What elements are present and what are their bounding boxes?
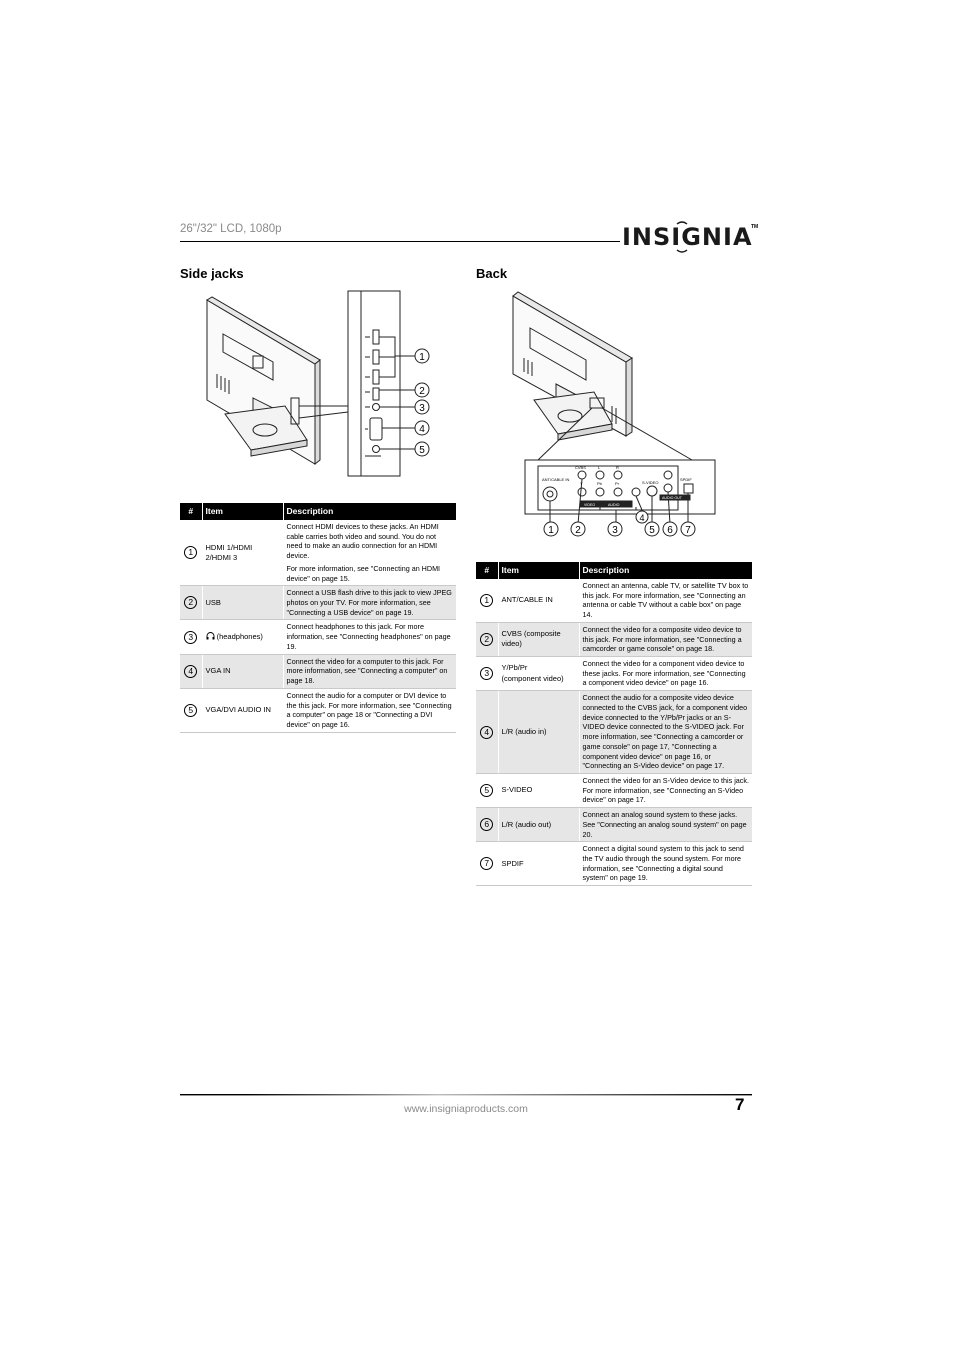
ant-label: ANT/CABLE IN xyxy=(542,477,570,482)
side-callout-4: 4 xyxy=(419,424,425,435)
row-description: Connect the audio for a composite video device connected to the CVBS jack, for a component video device connected to the Y/Pb/Pr jacks or an S-VIDEO device connected to the S-VIDEO jack. For more information, see "Connecting a camcorder or game console" on page 17, "Connecting a component video device" on page 16, or "Connecting an S-Video device" on page 17. xyxy=(579,691,752,774)
row-number: 4 xyxy=(184,665,197,678)
back-table xyxy=(476,562,752,886)
logo-bars-icon xyxy=(675,220,689,256)
row-item: Y/Pb/Pr (component video) xyxy=(498,657,579,691)
spdif-label: SPDIF xyxy=(680,477,692,482)
l-label: L xyxy=(598,465,601,470)
row-description: Connect an analog sound system to these jacks. See "Connecting an analog sound system" on page 20. xyxy=(579,808,752,842)
table-row xyxy=(476,842,752,886)
side-jacks-diagram xyxy=(195,288,440,478)
table-row xyxy=(180,586,456,620)
row-item: L/R (audio out) xyxy=(498,808,579,842)
row-number: 3 xyxy=(184,631,197,644)
table-row xyxy=(180,688,456,732)
table-row xyxy=(476,622,752,656)
col-header-description: Description xyxy=(579,562,752,579)
row-number: 7 xyxy=(480,857,493,870)
table-row xyxy=(476,691,752,774)
col-header-description: Description xyxy=(283,503,456,520)
row-item: HDMI 1/HDMI 2/HDMI 3 xyxy=(202,520,283,586)
side-callout-3: 3 xyxy=(419,403,425,414)
back-callout-3: 3 xyxy=(612,525,618,536)
col-header-item: Item xyxy=(498,562,579,579)
row-description: Connect HDMI devices to these jacks. An HDMI cable carries both video and sound. You do not need to make an audio connection for an HDMI device. For more information, see "Connecting an HDMI device" on page 15. xyxy=(283,520,456,586)
row-description: Connect an antenna, cable TV, or satellite TV box to this jack. For more information, see "Connecting an antenna or cable TV without a cable box" on page 14. xyxy=(579,579,752,622)
row-number: 3 xyxy=(480,667,493,680)
table-row xyxy=(476,657,752,691)
row-item: (headphones) xyxy=(202,620,283,654)
row-number: 1 xyxy=(480,594,493,607)
row-item: USB xyxy=(202,586,283,620)
audio-out-label: AUDIO OUT xyxy=(662,496,682,500)
side-callout-2: 2 xyxy=(419,386,425,397)
side-jacks-table xyxy=(180,503,456,733)
logo-wordmark: INSIGNIA xyxy=(622,223,753,251)
col-header-number: # xyxy=(476,562,498,579)
row-item: ANT/CABLE IN xyxy=(498,579,579,622)
pr-label: Pr xyxy=(615,481,619,486)
row-number: 2 xyxy=(480,633,493,646)
side-callout-5: 5 xyxy=(419,445,425,456)
side-callout-1: 1 xyxy=(419,352,425,363)
logo-trademark: TM xyxy=(751,224,759,230)
row-item: CVBS (composite video) xyxy=(498,622,579,656)
row-item: S-VIDEO xyxy=(498,773,579,807)
col-header-item: Item xyxy=(202,503,283,520)
pb-label: Pb xyxy=(597,481,602,486)
table-row xyxy=(180,620,456,654)
row-description: Connect the video for a computer to this jack. For more information, see "Connecting a computer" on page 18. xyxy=(283,654,456,688)
insignia-logo xyxy=(622,220,757,256)
row-item: VGA IN xyxy=(202,654,283,688)
footer-url: www.insigniaproducts.com xyxy=(404,1103,528,1115)
video-label: VIDEO xyxy=(584,503,596,507)
back-callout-2: 2 xyxy=(575,525,581,536)
row-description: Connect headphones to this jack. For more information, see "Connecting headphones" on page 19. xyxy=(283,620,456,654)
document-title: 26"/32" LCD, 1080p xyxy=(180,223,282,235)
r-label: R xyxy=(616,465,619,470)
row-item: VGA/DVI AUDIO IN xyxy=(202,688,283,732)
y-label: Y xyxy=(580,481,583,486)
row-number: 4 xyxy=(480,726,493,739)
audio-label: AUDIO xyxy=(608,503,620,507)
back-heading: Back xyxy=(476,266,508,281)
row-description: Connect the video for a composite video device to this jack. For more information, see "Connecting a camcorder or game console" on page 18. xyxy=(579,622,752,656)
footer-rule xyxy=(180,1094,752,1096)
table-row xyxy=(180,520,456,586)
headphones-icon xyxy=(206,632,215,640)
header-rule xyxy=(180,241,620,242)
back-callout-4: 4 xyxy=(639,513,645,523)
row-number: 6 xyxy=(480,818,493,831)
row-number: 1 xyxy=(184,546,197,559)
back-callout-1: 1 xyxy=(548,525,554,536)
cvbs-label: CVBS xyxy=(575,465,586,470)
row-item: SPDIF xyxy=(498,842,579,886)
svideo-label: S-VIDEO xyxy=(642,480,659,485)
row-number: 2 xyxy=(184,596,197,609)
table-row xyxy=(476,579,752,622)
row-item: L/R (audio in) xyxy=(498,691,579,774)
page-number: 7 xyxy=(735,1095,745,1114)
table-row xyxy=(180,654,456,688)
back-panel-diagram xyxy=(508,288,728,543)
back-callout-5: 5 xyxy=(649,525,655,536)
row-description: Connect the video for an S-Video device to this jack. For more information, see "Connecting an S-Video device" on page 17. xyxy=(579,773,752,807)
back-callout-7: 7 xyxy=(685,525,691,536)
side-jacks-heading: Side jacks xyxy=(180,266,244,281)
back-callout-6: 6 xyxy=(667,525,673,536)
col-header-number: # xyxy=(180,503,202,520)
table-row xyxy=(476,808,752,842)
table-row xyxy=(476,773,752,807)
row-number: 5 xyxy=(184,704,197,717)
row-description: Connect a USB flash drive to this jack to view JPEG photos on your TV. For more information, see "Connecting a USB device" on page 19. xyxy=(283,586,456,620)
row-description: Connect a digital sound system to this jack to send the TV audio through the sound system. For more information, see "Connecting a digital sound system" on page 19. xyxy=(579,842,752,886)
row-description: Connect the video for a component video device to these jacks. For more information, see "Connecting a component video device" on page 16. xyxy=(579,657,752,691)
row-number: 5 xyxy=(480,784,493,797)
row-description: Connect the audio for a computer or DVI device to the this jack. For more information, see "Connecting a computer" on page 18 or "Connecting a DVI device" on page 16. xyxy=(283,688,456,732)
